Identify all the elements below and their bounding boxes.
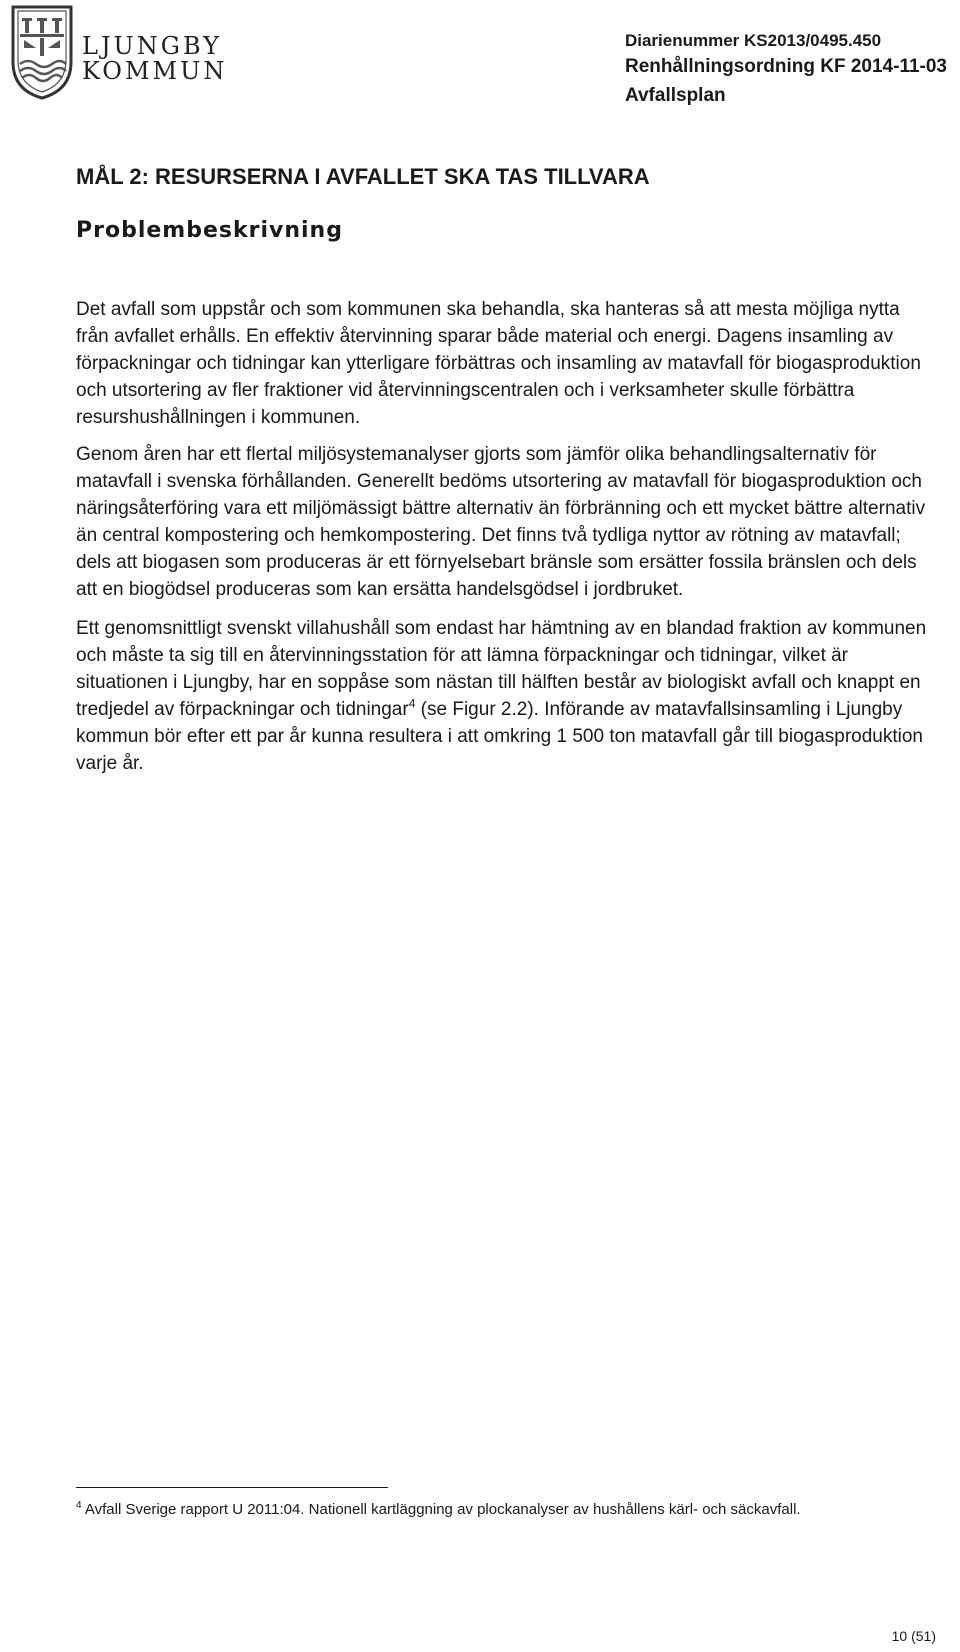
diarienummer: Diarienummer KS2013/0495.450: [624, 31, 882, 50]
paragraph-1: Det avfall som uppstår och som kommunen ska behandla, ska hanteras så att mesta möjliga nytta från avfallet erhålls. En effektiv återvinning sparar både material och energi. Dagens insamling av förpackningar och tidningar kan ytterligare förbättras och insamling av matavfall för biogasproduktion och utsortering av fler fraktioner vid återvinningscentralen och i verksamheter skulle förbättra resurshushållningen i kommunen.: [76, 299, 921, 428]
logo-line-ljungby: LJUNGBY: [82, 32, 223, 60]
coat-of-arms-icon: [10, 4, 74, 100]
document-type: Avfallsplan: [624, 85, 726, 106]
footnote: [76, 1500, 801, 1520]
paragraph-3-text-b: (se Figur 2.2). Införande av matavfallsinsamling i Ljungby kommun bör efter ett par år kunna resultera i att omkring 1 500 ton matavfall går till biogasproduktion varje år.: [76, 699, 923, 774]
footnote-divider: [76, 1487, 388, 1488]
section-subtitle: Problembeskrivning: [76, 218, 343, 243]
page-content: [76, 162, 936, 777]
section-title: MÅL 2: RESURSERNA I AVFALLET SKA TAS TILLVARA: [76, 164, 650, 189]
page-header: [0, 0, 960, 120]
footnote-reference[interactable]: 4: [408, 696, 416, 711]
logo-wordmark: [82, 34, 227, 84]
footnote-number: 4: [76, 1500, 82, 1511]
municipality-logo: [10, 4, 227, 100]
paragraph-3: [76, 615, 936, 777]
footnote-text: Avfall Sverige rapport U 2011:04. Nationell kartläggning av plockanalyser av hushållens kärl- och säckavfall.: [81, 1501, 801, 1518]
paragraph-2: Genom åren har ett flertal miljösystemanalyser gjorts som jämför olika behandlingsalternativ för matavfall i svenska förhållanden. Generellt bedöms utsortering av matavfall för biogasproduktion och näringsåterföring vara ett miljömässigt bättre alternativ än förbränning och ett mycket bättre alternativ än central kompostering och hemkompostering. Det finns två tydliga nyttor av rötning av matavfall; dels att biogasen som produceras är ett förnyelsebart bränsle som ersätter fossila bränslen och dels att en biogödsel produceras som kan ersätta handelsgödsel i jordbruket.: [76, 444, 926, 600]
renhallningsordning: Renhållningsordning KF 2014-11-03: [624, 56, 947, 77]
logo-line-kommun: KOMMUN: [82, 57, 228, 85]
page-number: 10 (51): [891, 1628, 936, 1644]
document-meta: [625, 30, 947, 110]
paragraph-3-text-a: Ett genomsnittligt svenskt villahushåll som endast har hämtning av en blandad fraktion av kommunen och måste ta sig till en återvinningsstation för att lämna förpackningar och tidningar, vilket är situationen i Ljungby, har en soppåse som nästan till hälften består av biologiskt avfall och knappt en tredjedel av förpackningar och tidningar: [76, 618, 927, 720]
